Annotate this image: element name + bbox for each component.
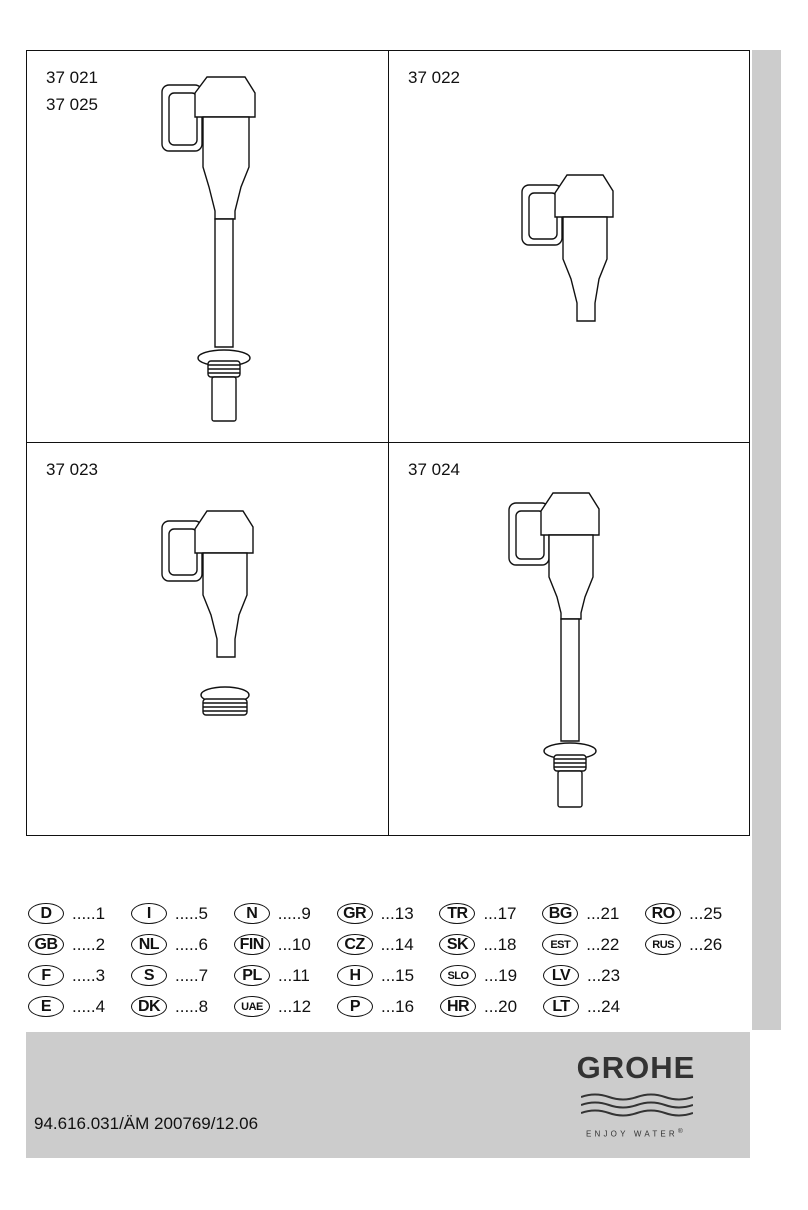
tap-with-long-pipe-illustration [389,443,749,833]
page-ref: ...24 [587,996,621,1016]
language-code-badge: NL [131,934,167,955]
page-ref: ...25 [689,903,723,923]
language-code-badge: CZ [337,934,373,955]
language-code-badge: BG [542,903,578,924]
page-ref: ...13 [380,903,414,923]
language-code-badge: S [131,965,167,986]
language-code-badge: RO [645,903,681,924]
language-row [28,898,748,929]
page-ref: ...15 [381,965,415,985]
page-ref: .....4 [72,996,106,1016]
language-item[interactable] [440,965,543,986]
model-number: 37 025 [46,95,98,114]
product-grid [26,50,750,836]
model-panel-3 [27,443,389,835]
language-row [28,991,748,1022]
page-ref: .....3 [72,965,106,985]
model-panel-1 [27,51,389,443]
language-item[interactable] [337,965,440,986]
brand-logo [566,1048,726,1148]
page-ref: .....1 [72,903,106,923]
tap-illustration [389,51,749,441]
tagline-text: ENJOY WATER [585,1129,678,1139]
side-bar [752,50,781,1030]
language-item[interactable] [337,996,440,1017]
model-panel-2 [389,51,750,443]
language-item[interactable] [543,965,646,986]
page-ref: .....2 [72,934,106,954]
language-code-badge: I [131,903,167,924]
language-item[interactable] [645,903,748,924]
page-ref: ...16 [381,996,415,1016]
language-code-badge: P [337,996,373,1017]
language-item[interactable] [131,903,234,924]
language-code-badge: FIN [234,934,270,955]
page-ref: ...12 [278,996,312,1016]
language-index [28,898,748,1022]
language-item[interactable] [542,934,645,955]
language-code-badge: GR [337,903,373,924]
trademark-symbol: ® [677,1128,687,1135]
language-code-badge: SK [439,934,475,955]
language-code-badge: LT [543,996,579,1017]
language-item[interactable] [337,934,440,955]
language-item[interactable] [28,965,131,986]
language-item[interactable] [234,903,337,924]
page-ref: .....7 [175,965,209,985]
page-ref: ...19 [484,965,518,985]
page-ref: ...10 [277,934,311,954]
language-item[interactable] [439,903,542,924]
page-ref: ...21 [586,903,620,923]
language-code-badge: E [28,996,64,1017]
model-panel-4 [389,443,750,835]
page-ref: ...17 [483,903,517,923]
page-ref: ...20 [484,996,518,1016]
tap-with-pipe-illustration [27,51,387,441]
model-number: 37 021 [46,68,98,87]
model-number: 37 023 [46,460,98,479]
language-item[interactable] [337,903,440,924]
language-code-badge: TR [439,903,475,924]
language-item[interactable] [234,996,337,1017]
language-item[interactable] [131,934,234,955]
language-item[interactable] [234,934,337,955]
page-ref: ...14 [380,934,414,954]
language-item[interactable] [234,965,337,986]
language-code-badge: H [337,965,373,986]
language-item[interactable] [543,996,646,1017]
language-item[interactable] [131,996,234,1017]
language-item[interactable] [542,903,645,924]
model-number: 37 024 [408,460,460,479]
language-code-badge: LV [543,965,579,986]
model-number: 37 022 [408,68,460,87]
language-code-badge: EST [542,934,578,955]
language-row [28,960,748,991]
language-code-badge: D [28,903,64,924]
language-item[interactable] [131,965,234,986]
page-ref: .....6 [174,934,208,954]
language-code-badge: GB [28,934,64,955]
document-number: 94.616.031/ÄM 200769/12.06 [34,1114,259,1133]
language-code-badge: N [234,903,270,924]
language-code-badge: SLO [440,965,476,986]
page-ref: .....5 [174,903,208,923]
footer-band [26,1032,750,1158]
language-code-badge: PL [234,965,270,986]
language-code-badge: RUS [645,934,681,955]
page-ref: .....9 [277,903,311,923]
water-waves-icon [581,1092,693,1122]
language-item[interactable] [28,996,131,1017]
tap-with-flange-illustration [27,443,387,833]
brand-name: GROHE [576,1050,696,1085]
page-ref: ...23 [587,965,621,985]
page-ref: ...11 [278,965,310,985]
language-item[interactable] [28,934,131,955]
page-ref: ...26 [689,934,723,954]
page-ref: ...22 [586,934,620,954]
language-item[interactable] [440,996,543,1017]
language-row [28,929,748,960]
language-item[interactable] [439,934,542,955]
page-ref: ...18 [483,934,517,954]
language-code-badge: HR [440,996,476,1017]
language-item[interactable] [645,934,748,955]
page-ref: .....8 [175,996,209,1016]
language-item[interactable] [28,903,131,924]
brand-tagline [566,1128,706,1139]
language-code-badge: DK [131,996,167,1017]
language-code-badge: UAE [234,996,270,1017]
language-code-badge: F [28,965,64,986]
